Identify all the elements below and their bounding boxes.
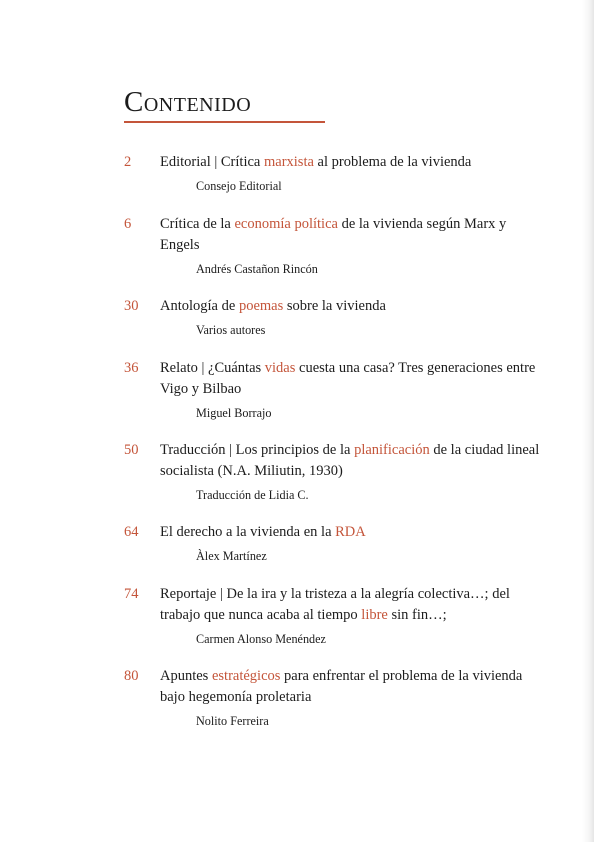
toc-entry-author: Nolito Ferreira [196, 714, 269, 728]
toc-entry-author: Andrés Castañon Rincón [196, 262, 318, 276]
toc-page-number: 6 [124, 216, 132, 232]
title-text: para enfrentar el problema de la vivienda bajo hegemonía proletaria [160, 668, 523, 705]
title-text: El derecho a la vivienda en la [160, 524, 336, 540]
toc-page-number: 30 [124, 298, 139, 314]
toc-page-number: 64 [124, 524, 139, 540]
title-highlight: marxista [263, 154, 314, 170]
toc-entry-author: Consejo Editorial [196, 179, 282, 193]
toc-page-number: 2 [124, 154, 132, 170]
title-highlight: planificación [354, 442, 430, 458]
toc-entry-title [160, 214, 545, 256]
title-text: Editorial | Crítica [160, 154, 264, 170]
toc-entry-author: Traducción de Lidia C. [196, 488, 309, 502]
toc-entry-title [160, 296, 545, 317]
toc-entry-author: Varios autores [196, 323, 266, 337]
title-text: Crítica de la [160, 216, 235, 232]
title-highlight: estratégicos [211, 668, 281, 684]
title-highlight: poemas [238, 298, 284, 314]
title-text: cuesta una casa? Tres generaciones entre Vigo y Bilbao [160, 360, 536, 397]
toc-entry-title [160, 440, 545, 482]
title-text: Antología de [160, 298, 239, 314]
toc-entry-title [160, 522, 545, 543]
toc-entry-author: Àlex Martínez [196, 549, 267, 563]
page-edge-shadow [582, 0, 594, 842]
title-text: de la ciudad lineal socialista (N.A. Miliutin, 1930) [160, 442, 540, 479]
title-highlight: RDA [335, 524, 366, 540]
title-text: sobre la vivienda [283, 298, 386, 314]
title-text: Reportaje | De la ira y la tristeza a la alegría colectiva…; del trabajo que nunca acaba al tiempo [160, 586, 510, 623]
toc-entry-title [160, 666, 545, 708]
title-highlight: libre [361, 607, 388, 623]
title-highlight: vidas [264, 360, 296, 376]
title-highlight: economía política [234, 216, 338, 232]
toc-entry-title [160, 358, 545, 400]
toc-entry-author: Carmen Alonso Menéndez [196, 632, 326, 646]
toc-page-number: 36 [124, 360, 139, 376]
title-text: de la vivienda según Marx y Engels [160, 216, 507, 253]
title-text: sin fin…; [387, 607, 447, 623]
toc-page-number: 50 [124, 442, 139, 458]
title-text: Apuntes [160, 668, 212, 684]
title-text: Relato | ¿Cuántas [160, 360, 265, 376]
toc-title: Contenido [124, 86, 252, 118]
toc-entry-title [160, 152, 545, 173]
title-text: al problema de la vivienda [313, 154, 472, 170]
toc-page-number: 80 [124, 668, 139, 684]
toc-page-number: 74 [124, 586, 139, 602]
title-underline [124, 121, 325, 123]
title-text: Traducción | Los principios de la [160, 442, 355, 458]
toc-entry-author: Miguel Borrajo [196, 406, 272, 420]
toc-entry-title [160, 584, 545, 626]
